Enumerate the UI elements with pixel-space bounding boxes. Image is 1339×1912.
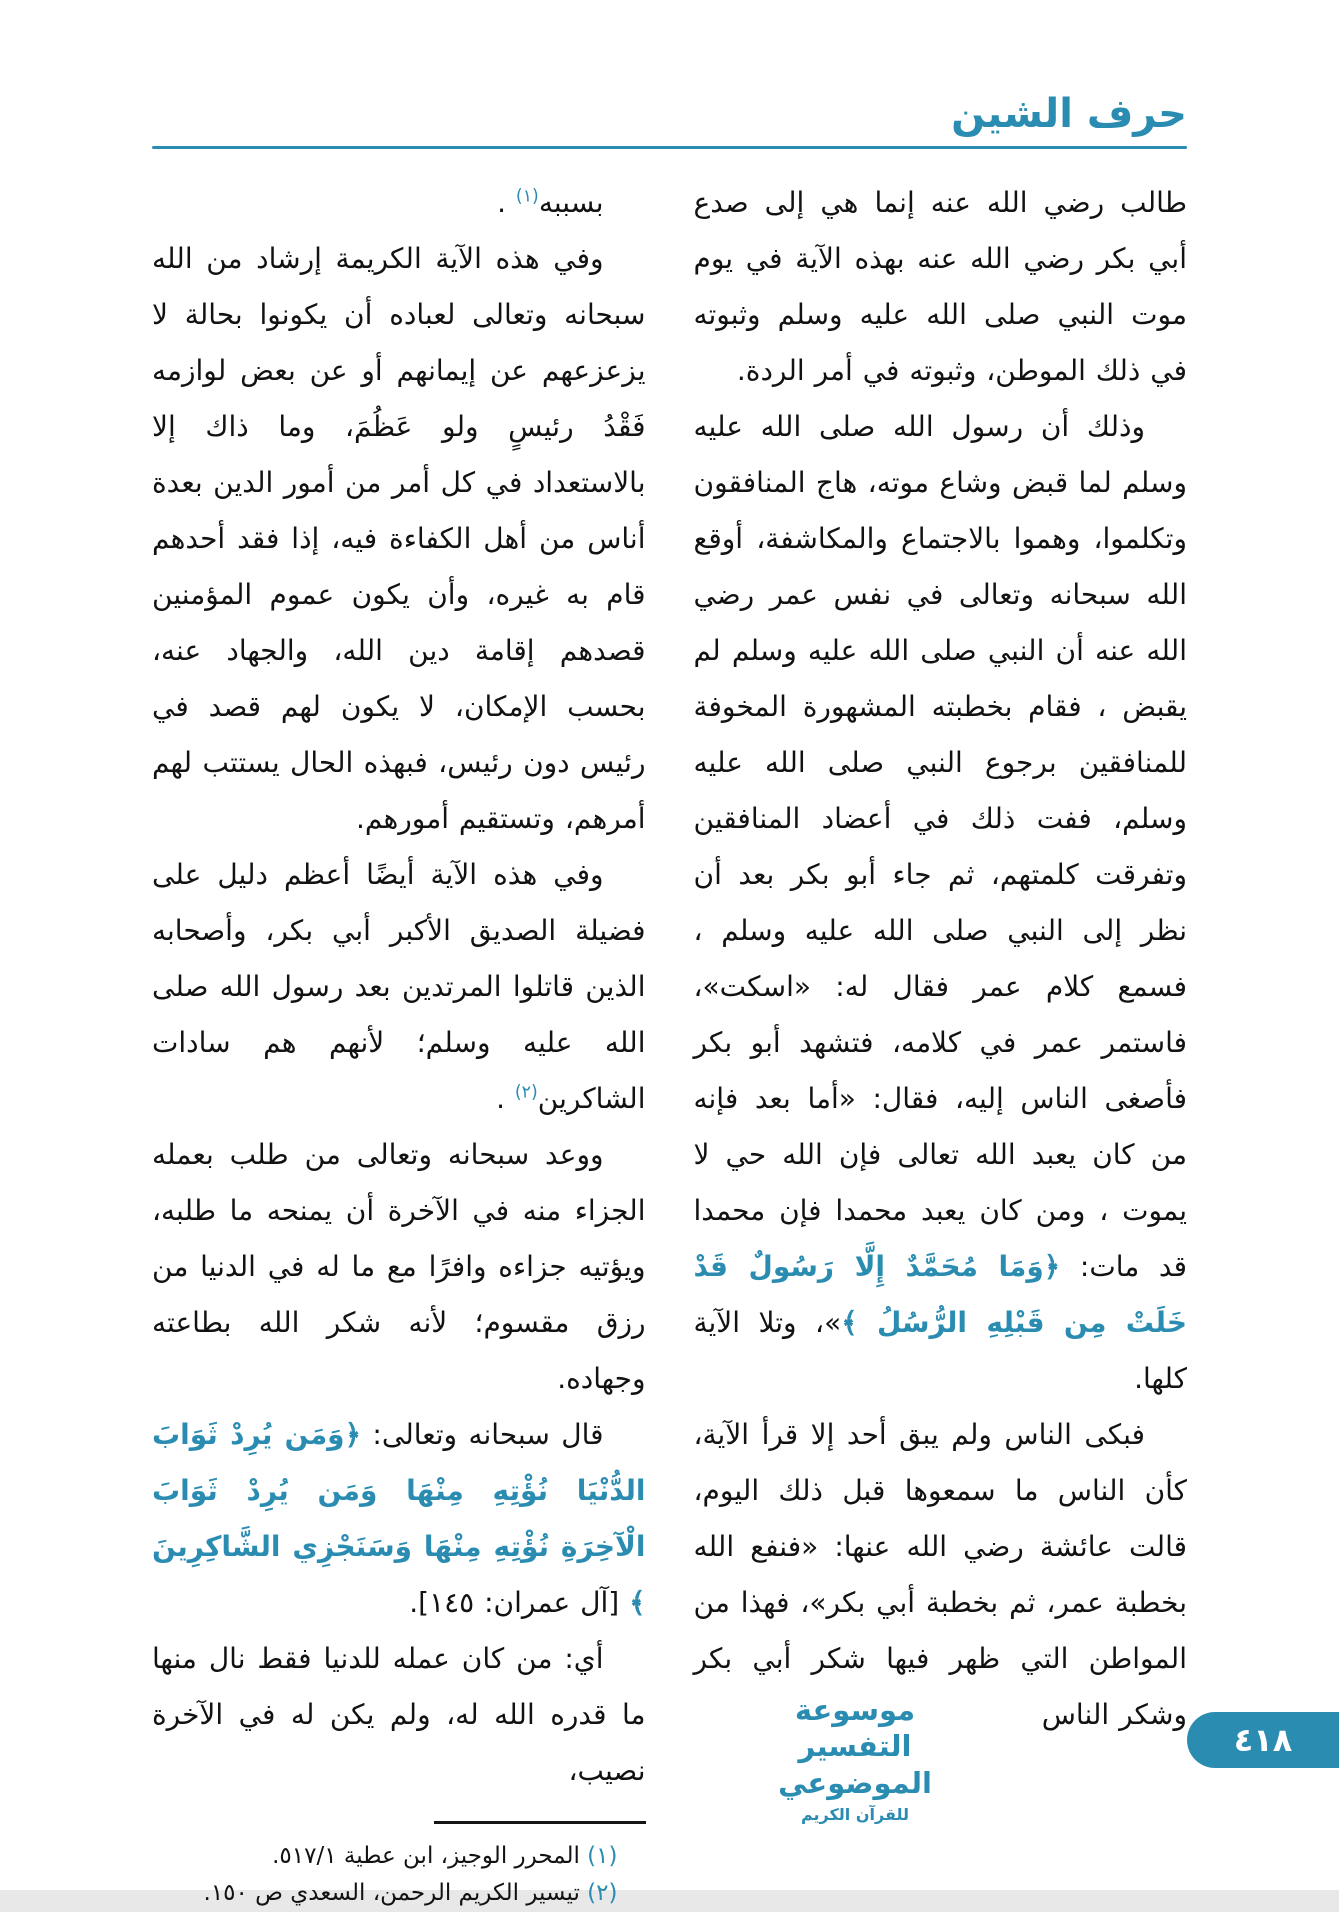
paragraph [152, 1127, 646, 1407]
footnote [152, 1838, 618, 1875]
publisher-logo-calligraphy: موسوعة التفسير الموضوعي [778, 1693, 932, 1800]
text-segment: وفي هذه الآية الكريمة إرشاد من الله سبحانه وتعالى لعباده أن يكونوا بحالة لا يزعزعهم عن إيمانهم أو عن بعض لوازمه فَقْدُ رئيسٍ ولو عَظُمَ، وما ذاك إلا بالاستعداد في كل أمر من أمور الدين بعدة أناس من أهل الكفاءة فيه، إذا فقد أحدهم قام به غيره، وأن يكون عموم المؤمنين قصدهم إقامة دين الله، والجهاد عنه، بحسب الإمكان، لا يكون لهم قصد في رئيس دون رئيس، فبهذه الحال يستتب لهم أمرهم، وتستقيم أمورهم. [152, 242, 646, 835]
left-column-paragraphs [152, 175, 646, 1799]
footnote-number: (١) [587, 1843, 618, 1869]
paragraph [152, 847, 646, 1127]
page-number-badge [1187, 1712, 1339, 1768]
text-segment: أي: من كان عمله للدنيا فقط نال منها ما قدره الله له، ولم يكن له في الآخرة نصيب، [152, 1642, 646, 1787]
page-header [0, 0, 1339, 149]
text-segment: وفي هذه الآية أيضًا أعظم دليل على فضيلة الصديق الأكبر أبي بكر، وأصحابه الذين قاتلوا المرتدين بعد رسول الله صلى الله عليه وسلم؛ لأنهم هم سادات الشاكرين [152, 858, 646, 1115]
publisher-logo [752, 1692, 958, 1824]
footnote-marker-ref: (١) [515, 186, 539, 207]
paragraph [694, 175, 1188, 399]
text-segment: . [496, 1082, 515, 1115]
text-segment: وذلك أن رسول الله صلى الله عليه وسلم لما قبض وشاع موته، هاج المنافقون وتكلموا، وهموا بالاجتماع والمكاشفة، أوقع الله سبحانه وتعالى في نفس عمر رضي الله عنه أن النبي صلى الله عليه وسلم لم يقبض ، فقام بخطبته المشهورة المخوفة للمنافقين برجوع النبي صلى الله عليه وسلم، ففت ذلك في أعضاد المنافقين وتفرقت كلمتهم، ثم جاء أبو بكر بعد أن نظر إلى النبي صلى الله عليه وسلم ، فسمع كلام عمر فقال له: «اسكت»، فاستمر عمر في كلامه، فتشهد أبو بكر فأصغى الناس إليه، فقال: «أما بعد فإنه من كان يعبد الله تعالى فإن الله حي لا يموت ، ومن كان يعبد محمدا فإن محمدا قد مات: [693, 410, 1187, 1283]
quran-verse: ﴿وَمَن يُرِدْ ثَوَابَ الدُّنْيَا نُؤْتِهِ مِنْهَا وَمَن يُرِدْ ثَوَابَ الْآخِرَةِ نُؤْتِهِ مِنْهَا وَسَنَجْزِي الشَّاكِرِينَ ﴾ [152, 1418, 646, 1619]
footnote-number: (٢) [587, 1880, 618, 1906]
quran-verse: ﴿وَمَا مُحَمَّدٌ إِلَّا رَسُولٌ قَدْ خَلَتْ مِن قَبْلِهِ الرُّسُلُ ﴾ [693, 1250, 1188, 1339]
text-segment: قال سبحانه وتعالى: [361, 1418, 604, 1451]
text-segment: طالب رضي الله عنه إنما هي إلى صدع أبي بكر رضي الله عنه بهذه الآية في يوم موت النبي صلى الله عليه وسلم وثبوته في ذلك الموطن، وثبوته في أمر الردة. [693, 186, 1187, 387]
text-segment: فبكى الناس ولم يبق أحد إلا قرأ الآية، كأن الناس ما سمعوها قبل ذلك اليوم، قالت عائشة رضي الله عنها: «فنفع الله بخطبة عمر، ثم بخطبة أبي بكر»، فهذا من المواطن التي ظهر فيها شكر أبي بكر وشكر الناس [693, 1418, 1187, 1731]
footnote [152, 1875, 618, 1912]
footnote-marker-ref: (٢) [514, 1082, 538, 1103]
footnote-list [152, 1838, 646, 1912]
paragraph [152, 175, 646, 231]
paragraph [152, 231, 646, 847]
publisher-logo-subtitle: للقرآن الكريم [800, 1804, 910, 1824]
text-segment: »، وتلا الآية كلها. [693, 1306, 1187, 1395]
paragraph [152, 1631, 646, 1799]
footnote-text: تيسير الكريم الرحمن، السعدي ص ١٥٠. [203, 1880, 588, 1906]
footnote-text: المحرر الوجيز، ابن عطية ٥١٧/١. [272, 1843, 588, 1869]
left-column [152, 175, 646, 1912]
right-column [694, 175, 1188, 1912]
footnote-divider [434, 1821, 646, 1824]
two-column-text [0, 149, 1339, 1912]
footnotes [152, 1799, 646, 1912]
chapter-title: حرف الشين [951, 91, 1187, 137]
paragraph [694, 399, 1188, 1407]
text-segment: ووعد سبحانه وتعالى من طلب بعمله الجزاء منه في الآخرة أن يمنحه ما طلبه، ويؤتيه جزاءه وافرًا مع ما له في الدنيا من رزق مقسوم؛ لأنه شكر الله بطاعته وجهاده. [152, 1138, 646, 1395]
verse-reference: [آل عمران: ١٤٥]. [409, 1586, 630, 1619]
text-segment: . [497, 186, 516, 219]
page-number: ٤١٨ [1233, 1721, 1293, 1759]
text-segment: بسببه [538, 186, 604, 219]
paragraph [152, 1407, 646, 1631]
